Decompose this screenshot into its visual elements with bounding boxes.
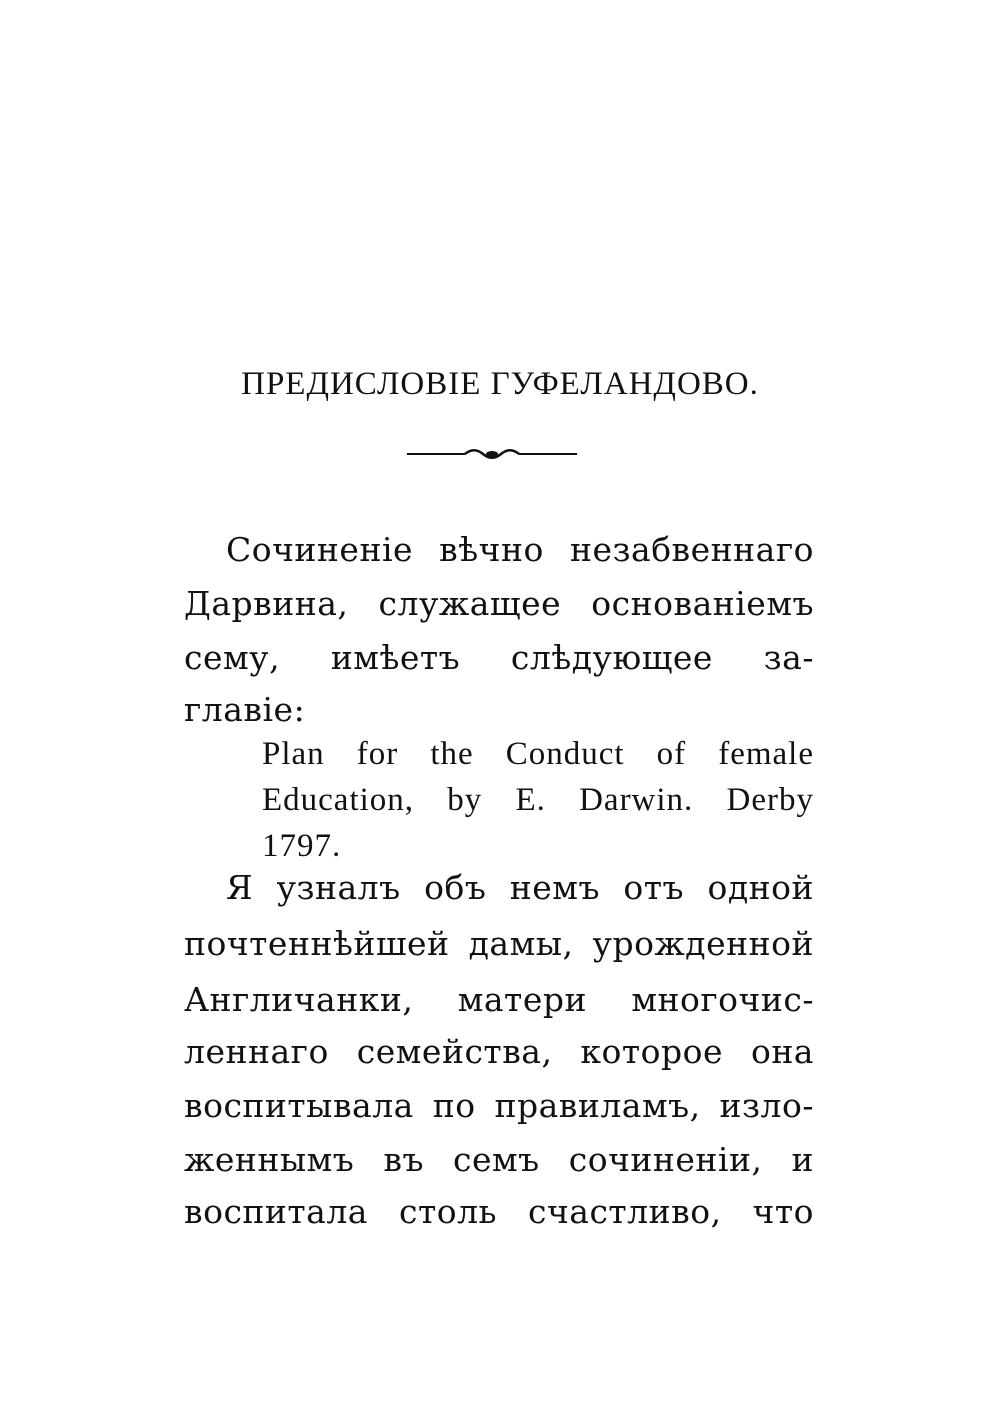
quote-line-1: Plan for the Conduct of female [262,736,814,772]
paragraph-2-line-2: почтеннѣйшей дамы, урожденной [184,924,814,963]
paragraph-2-line-4: леннаго семейства, которое она [184,1032,814,1071]
paragraph-1-line-4: главіе: [184,690,306,729]
paragraph-2-line-3: Англичанки, матери многочис- [184,980,814,1019]
ornament-divider [407,444,577,464]
page-title: ПРЕДИСЛОВІЕ ГУФЕЛАНДОВО. [241,366,759,402]
quote-line-2: Education, by E. Darwin. Derby [262,782,814,818]
paragraph-1-line-2: Дарвина, служащее основаніемъ [184,584,814,623]
paragraph-1-line-1: Сочиненіе вѣчно незабвеннаго [226,530,814,569]
paragraph-2-line-7: воспитала столь счастливо, что [184,1192,814,1231]
paragraph-2-line-6: женнымъ въ семъ сочиненіи, и [184,1140,814,1179]
paragraph-2-line-1: Я узналъ объ немъ отъ одной [226,868,814,907]
paragraph-1-line-3: сему, имѣетъ слѣдующее за- [184,638,814,677]
paragraph-2-line-5: воспитывала по правиламъ, изло- [184,1086,814,1125]
quote-line-3: 1797. [262,828,342,864]
